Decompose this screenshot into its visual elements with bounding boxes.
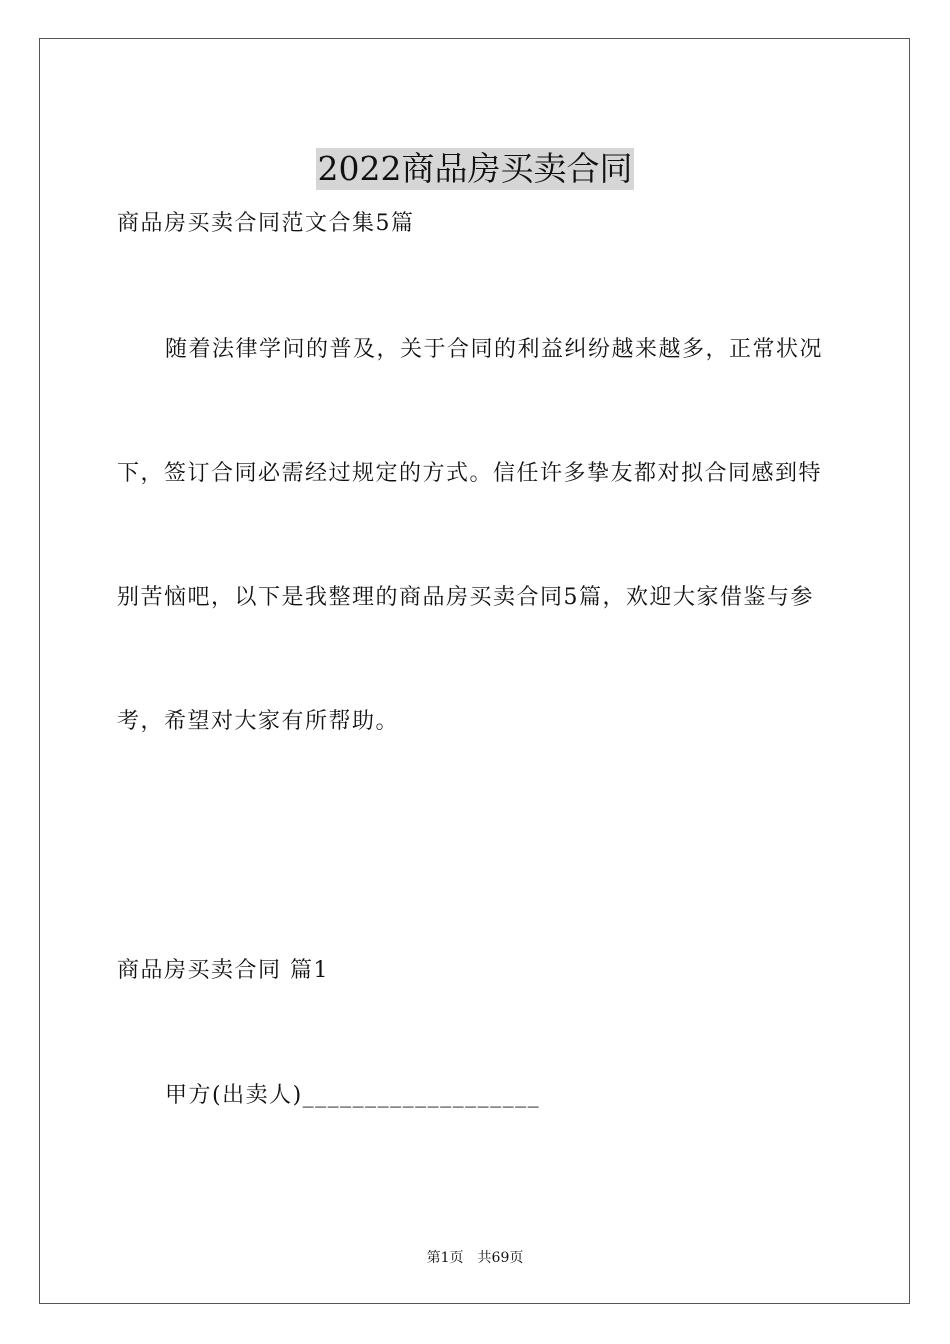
intro-line-1: 随着法律学问的普及，关于合同的利益纠纷越来越多，正常状况 bbox=[165, 337, 824, 362]
section-heading: 商品房买卖合同 篇1 bbox=[117, 958, 329, 983]
document-title: 2022商品房买卖合同 bbox=[317, 149, 633, 189]
intro-line-3: 别苦恼吧，以下是我整理的商品房买卖合同5篇，欢迎大家借鉴与参 bbox=[117, 585, 814, 610]
intro-line-2: 下，签订合同必需经过规定的方式。信任许多挚友都对拟合同感到特 bbox=[117, 461, 823, 486]
party-a-line: 甲方(出卖人)___________________ bbox=[165, 1083, 541, 1108]
title-container bbox=[0, 126, 950, 212]
page-footer bbox=[0, 1249, 950, 1267]
page-total: 共69页 bbox=[477, 1250, 524, 1266]
intro-line-4: 考，希望对大家有所帮助。 bbox=[117, 709, 400, 734]
document-subtitle: 商品房买卖合同范文合集5篇 bbox=[117, 211, 415, 236]
page-number: 第1页 bbox=[426, 1250, 464, 1266]
